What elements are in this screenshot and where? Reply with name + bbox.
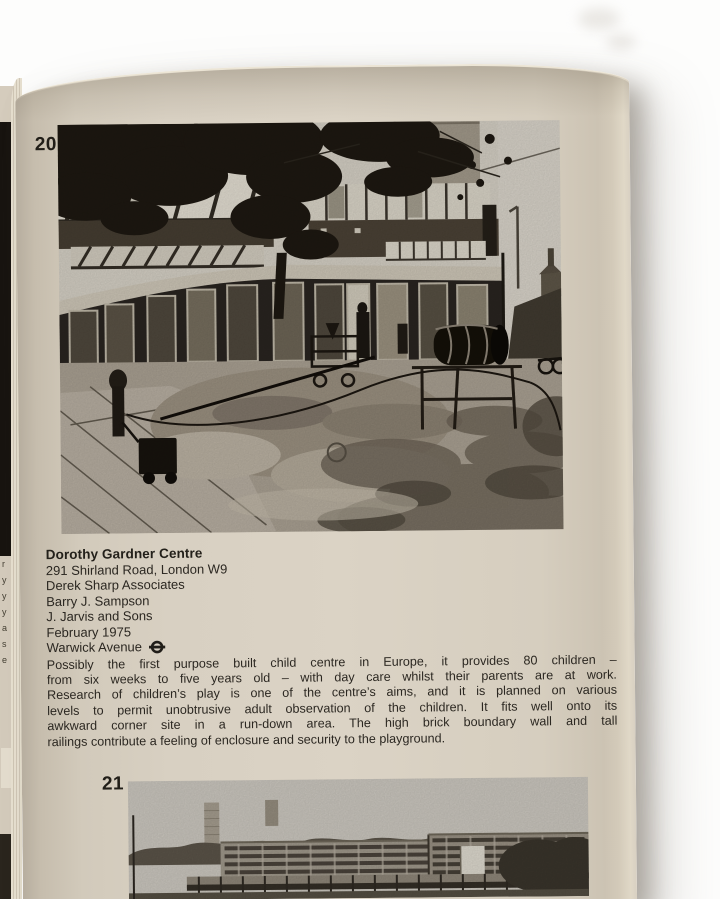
entry-date: February 1975 [46,623,132,640]
background-smudge [578,8,620,30]
entry-contractor: J. Jarvis and Sons [46,608,153,625]
photo-entry-21-housing [128,777,589,899]
entry-title: Dorothy Gardner Centre [45,545,203,563]
description-line: Research of children’s play is one of the centre’s aims, and it is planned on various [46,682,618,703]
entry-partner: Barry J. Sampson [46,592,150,609]
description-line: awkward corner site in a run-down area. The high brick boundary wall and tall [47,713,618,734]
book-page [15,62,637,899]
photo-dorothy-gardner-centre [58,120,564,534]
station-name: Warwick Avenue [46,639,143,656]
underground-roundel-icon [149,640,166,654]
page-edge-text-fragment: s [2,639,7,649]
page-edge-text-fragment: y [2,591,7,601]
entry-number-20: 20 [34,133,58,156]
entry-address: 291 Shirland Road, London W9 [45,560,228,578]
background-smudge [606,34,636,50]
entry-description [47,652,618,750]
page-edge-text-fragment: a [2,623,8,633]
page-edge-text-fragment: e [2,655,8,665]
page-edge-text-fragment: y [2,607,7,617]
description-line: Possibly the first purpose built child centre in Europe, it provides 80 children – [46,652,617,672]
entry-number-21: 21 [101,773,125,795]
page-edge-text-fragment: r [2,559,5,569]
page-edge-text-fragment: y [2,575,7,585]
description-line: levels to permit unobtrusive adult observation of the children. It fits well onto its [47,698,618,718]
entry-architects: Derek Sharp Associates [45,576,185,594]
description-line: railings contribute a feeling of enclosure and security to the playground. [47,730,446,749]
entry-20-text [46,542,618,750]
description-line: from six weeks to five years old – with day care whilst their parents are at work. [46,667,617,688]
